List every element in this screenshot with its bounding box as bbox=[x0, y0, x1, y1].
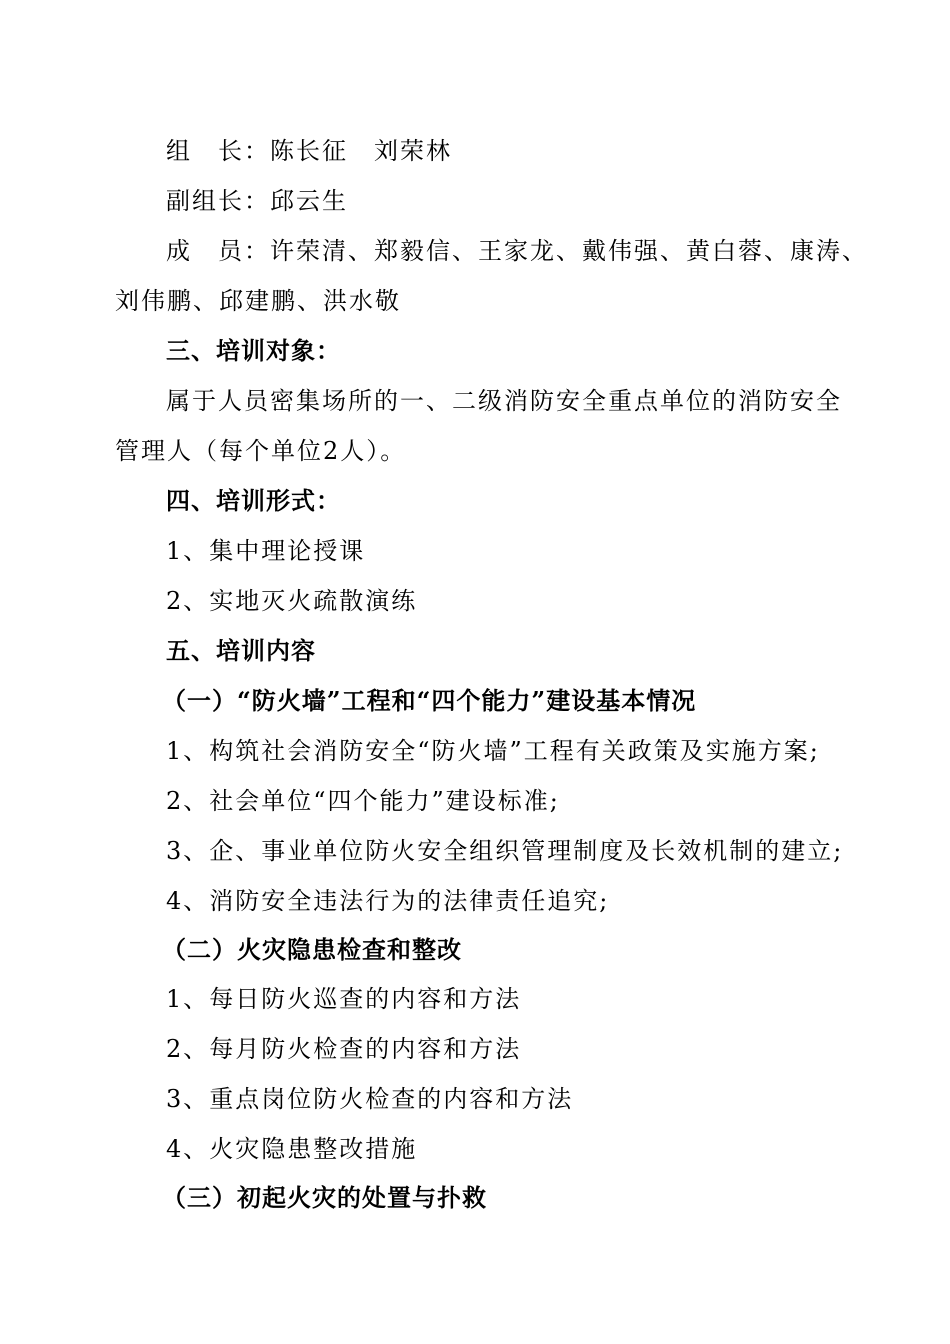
trainees-text-continued: 管理人（每个单位2人）。 bbox=[115, 437, 407, 465]
subsection-heading-1: （一）“防火墙”工程和“四个能力”建设基本情况 bbox=[162, 686, 697, 715]
content-item-2-4: 4、火灾隐患整改措施 bbox=[166, 1135, 418, 1163]
content-item-2-3: 3、重点岗位防火检查的内容和方法 bbox=[166, 1085, 574, 1113]
deputy-leader-line: 副组长：邱云生 bbox=[166, 187, 348, 215]
content-item-2-1: 1、每日防火巡查的内容和方法 bbox=[166, 985, 522, 1013]
subsection-heading-2: （二）火灾隐患检查和整改 bbox=[162, 935, 462, 964]
members-line: 成 员：许荣清、郑毅信、王家龙、戴伟强、黄白蓉、康涛、 bbox=[166, 237, 868, 265]
section-heading-content: 五、培训内容 bbox=[166, 636, 316, 665]
section-heading-format: 四、培训形式： bbox=[166, 486, 341, 515]
section-heading-trainees: 三、培训对象： bbox=[166, 336, 341, 365]
content-item-1-1: 1、构筑社会消防安全“防火墙”工程有关政策及实施方案; bbox=[166, 737, 820, 765]
content-item-2-2: 2、每月防火检查的内容和方法 bbox=[166, 1035, 522, 1063]
format-item-2: 2、实地灭火疏散演练 bbox=[166, 587, 418, 615]
content-item-1-2: 2、社会单位“四个能力”建设标准; bbox=[166, 787, 560, 815]
content-item-1-4: 4、消防安全违法行为的法律责任追究; bbox=[166, 887, 610, 915]
trainees-text: 属于人员密集场所的一、二级消防安全重点单位的消防安全 bbox=[166, 387, 842, 415]
members-line-continued: 刘伟鹏、邱建鹏、洪水敬 bbox=[115, 287, 401, 315]
format-item-1: 1、集中理论授课 bbox=[166, 537, 366, 565]
group-leader-line: 组 长：陈长征 刘荣林 bbox=[166, 137, 452, 165]
content-item-1-3: 3、企、事业单位防火安全组织管理制度及长效机制的建立; bbox=[166, 837, 844, 865]
subsection-heading-3: （三）初起火灾的处置与扑救 bbox=[162, 1183, 487, 1212]
